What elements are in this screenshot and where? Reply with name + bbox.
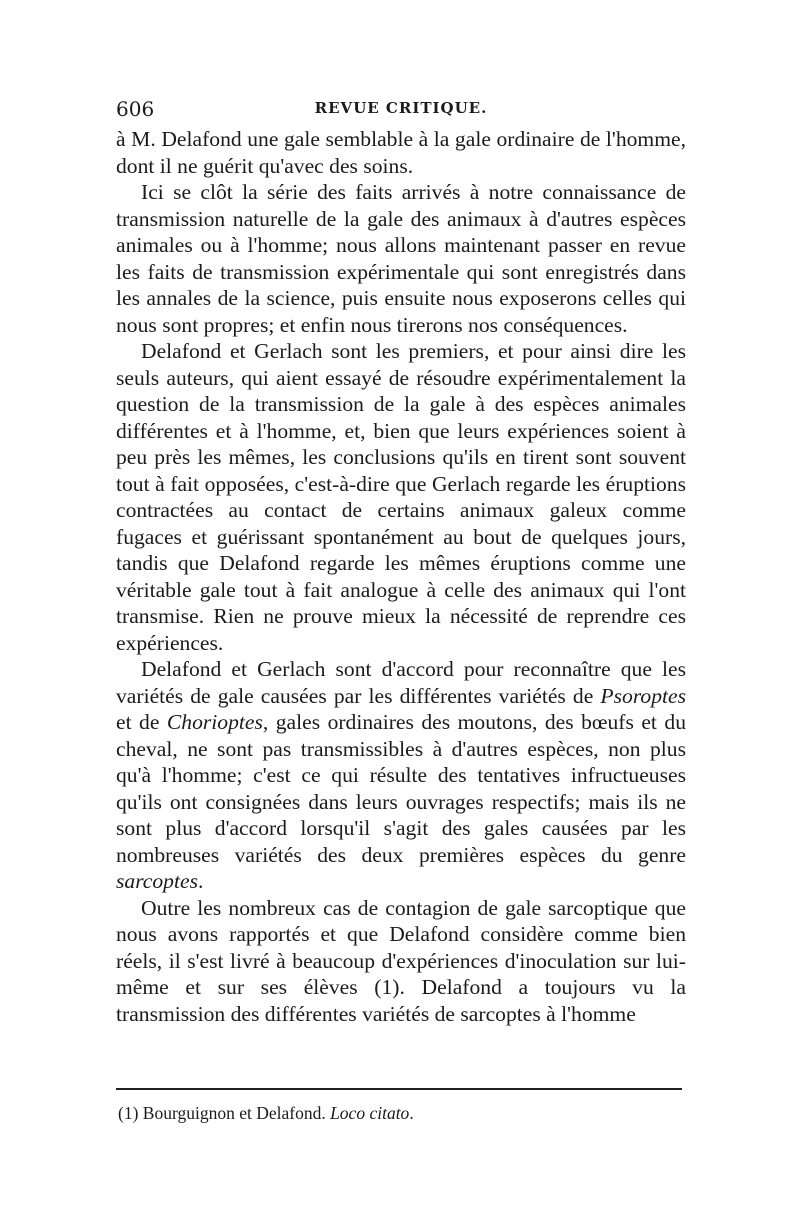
paragraph-transmission-intro: Ici se clôt la série des faits arrivés à notre connaissance de transmission naturelle de la gale des animaux à d'autres espèces animales ou à l'homme; nous allons maintenant passer en revue les faits de transmission expérimentale qui sont enregistrés dans les annales de la science, puis ensuite nous exposerons celles qui nous sont propres; et enfin nous tirerons nos conséquences. [116,180,686,337]
paragraph-varieties [116,656,686,895]
paragraph-experiments: Outre les nombreux cas de contagion de gale sarcoptique que nous avons rapportés et que Delafond considère comme bien réels, il s'est livré à beaucoup d'expériences d'inoculation sur lui-même et sur ses élèves (1). Delafond a toujours vu la transmission des différentes variétés de sarcoptes à l'homme [116,895,686,1026]
text-run: et de [116,710,167,734]
body-text [116,126,686,1027]
text-run: . [197,869,204,893]
footnote [118,1102,684,1124]
text-run: Delafond et Gerlach sont d'accord pour reconnaître que les variétés de gale causées par les différentes variétés de [116,657,686,708]
footnote-citation: Loco citato [330,1103,410,1123]
paragraph-continuation: à M. Delafond une gale semblable à la gale ordinaire de l'homme, dont il ne guérit qu'avec des soins. [116,127,686,178]
footnote-end: . [409,1103,414,1123]
genus-psoroptes: Psoroptes [600,683,686,708]
genus-sarcoptes: sarcoptes [116,869,198,893]
footnote-divider [116,1088,682,1090]
footnote-text: (1) Bourguignon et Delafond. [118,1103,331,1123]
running-head: REVUE CRITIQUE. [314,99,488,117]
page-header [116,96,686,126]
paragraph-delafond-gerlach: Delafond et Gerlach sont les premiers, et pour ainsi dire les seuls auteurs, qui aient essayé de résoudre expérimentalement la question de la transmission de la gale à des espèces animales différentes et à l'homme, et, bien que leurs expériences soient à peu près les mêmes, les conclusions qu'ils en tirent sont souvent tout à fait opposées, c'est-à-dire que Gerlach regarde les éruptions contractées au contact de certains animaux galeux comme fugaces et guérissant spontanément au bout de quelques jours, tandis que Delafond regarde les mêmes éruptions comme une véritable gale tout à fait analogue à celle des animaux qui l'ont transmise. Rien ne prouve mieux la nécessité de reprendre ces expériences. [116,339,686,655]
genus-chorioptes: Chorioptes [166,710,263,734]
page-number: 606 [116,97,155,121]
text-run: , gales ordinaires des moutons, des bœufs et du cheval, ne sont pas transmissibles à d'autres espèces, non plus qu'à l'homme; c'est ce qui résulte des tentatives infructueuses qu'ils ont consignées dans leurs ouvrages respectifs; mais ils ne sont plus d'accord lorsqu'il s'agit des gales causées par les nombreuses variétés des deux premières espèces du genre [116,710,686,867]
